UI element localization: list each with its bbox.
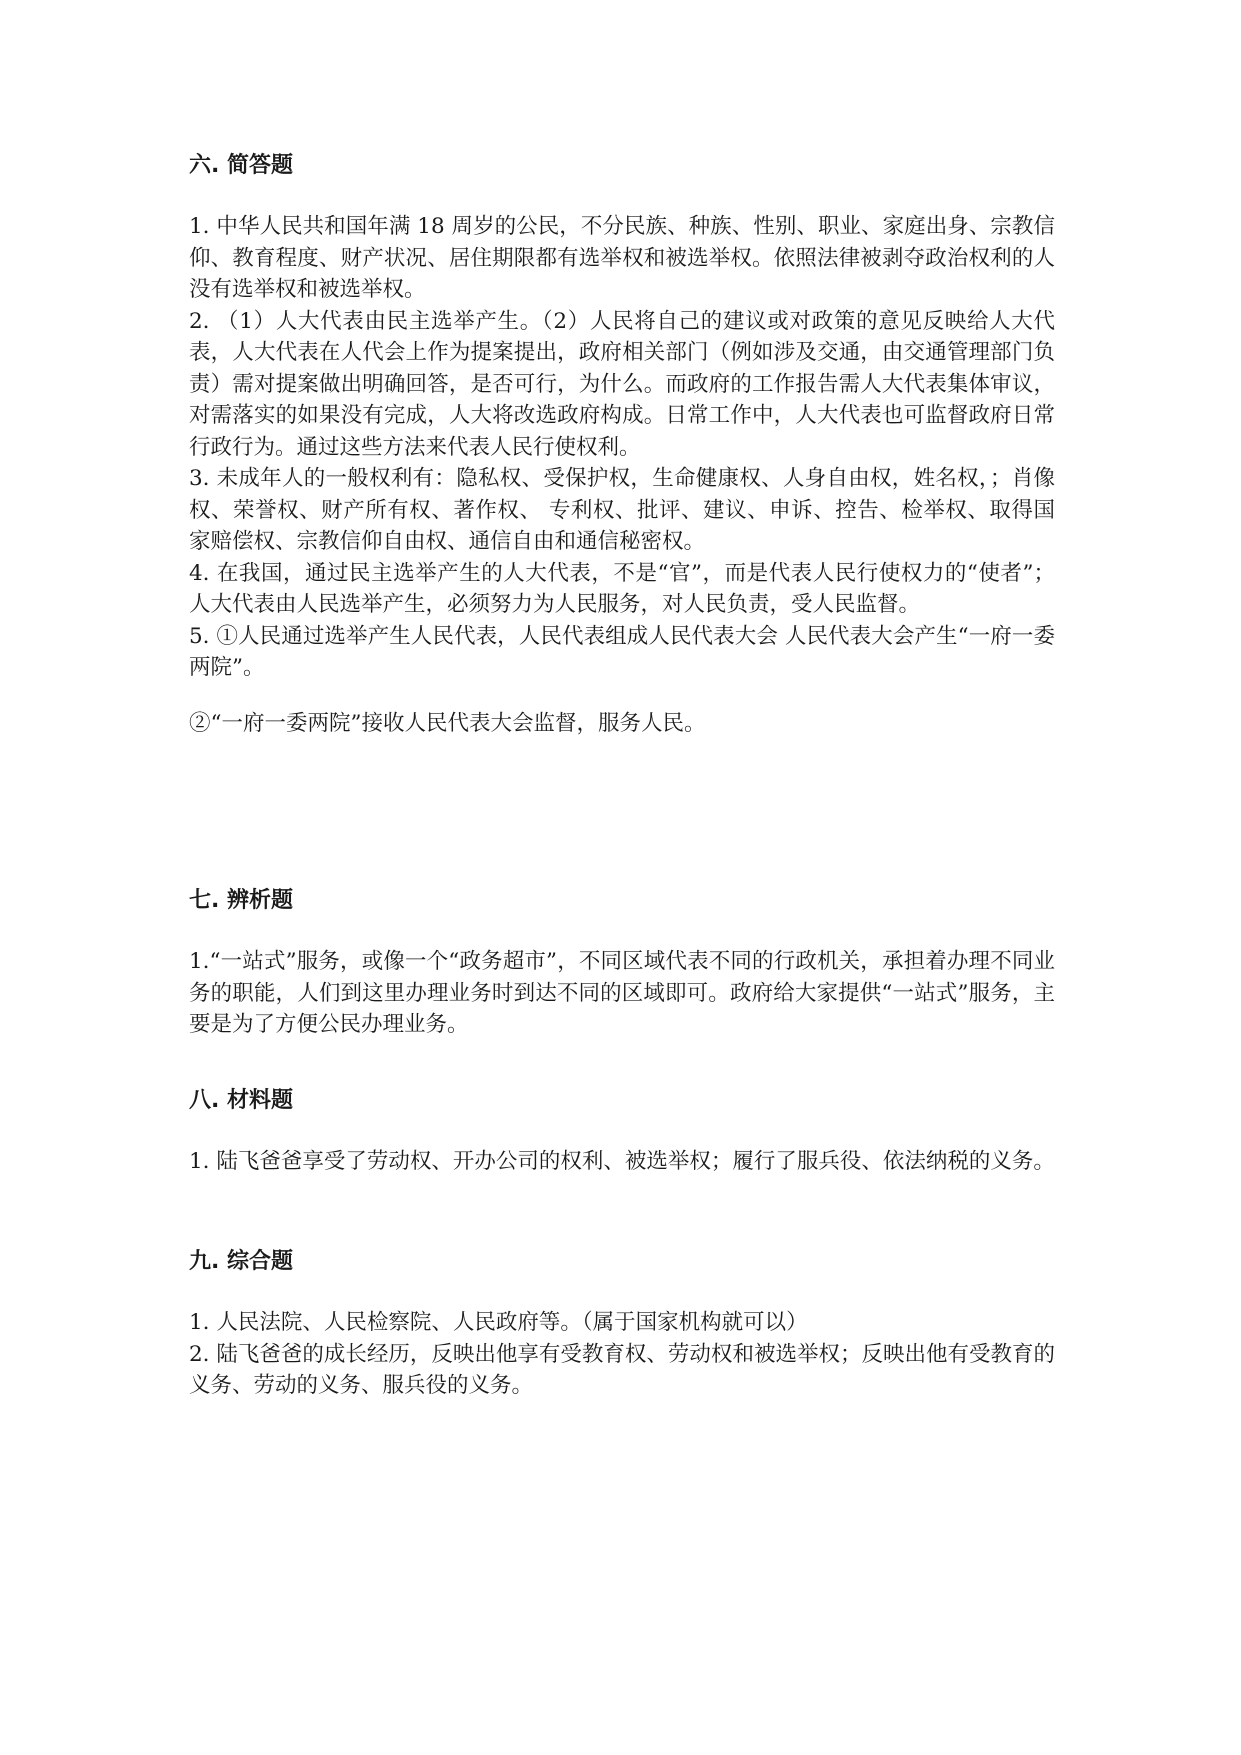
material-list: [189, 1146, 1055, 1178]
section-title-short-answer: 六. 简答题: [189, 153, 294, 178]
answer-item: 3. 未成年人的一般权利有：隐私权、受保护权，生命健康权、人身自由权，姓名权，；肖像权、荣誉权、财产所有权、著作权、 专利权、批评、建议、申诉、控告、检举权、取得国家赔偿权、宗教信仰自由权、通信自由和通信秘密权。: [189, 466, 1055, 554]
answer-item: 1. 中华人民共和国年满 18 周岁的公民，不分民族、种族、性别、职业、家庭出身、宗教信仰、教育程度、财产状况、居住期限都有选举权和被选举权。依照法律被剥夺政治权利的人没有选举权和被选举权。: [189, 214, 1055, 302]
answer-item: 1. 人民法院、人民检察院、人民政府等。（属于国家机构就可以）: [189, 1310, 808, 1335]
answer-item: 5. ①人民通过选举产生人民代表，人民代表组成人民代表大会 人民代表大会产生“一府一委两院”。: [189, 623, 1055, 680]
answer-item: 4. 在我国，通过民主选举产生的人大代表，不是“官”，而是代表人民行使权力的“使者”；人大代表由人民选举产生，必须努力为人民服务，对人民负责，受人民监督。: [189, 560, 1055, 617]
answer-item: 1. 陆飞爸爸享受了劳动权、开办公司的权利、被选举权；履行了服兵役、依法纳税的义务。: [189, 1149, 1055, 1174]
answer-item: 2. （1）人大代表由民主选举产生。（2）人民将自己的建议或对政策的意见反映给人大代表，人大代表在人代会上作为提案提出，政府相关部门（例如涉及交通，由交通管理部门负责）需对提案做出明确回答，是否可行，为什么。而政府的工作报告需人大代表集体审议，对需落实的如果没有完成，人大将改选政府构成。日常工作中，人大代表也可监督政府日常行政行为。通过这些方法来代表人民行使权利。: [189, 308, 1055, 460]
answer-item: ②“一府一委两院”接收人民代表大会监督，服务人民。: [189, 710, 706, 736]
analysis-list: [189, 946, 1055, 1041]
section-title-comprehensive: 九. 综合题: [189, 1249, 294, 1274]
section-title-analysis: 七. 辨析题: [189, 888, 294, 913]
answer-item: 1.“一站式”服务，或像一个“政务超市”，不同区域代表不同的行政机关，承担着办理不同业务的职能，人们到这里办理业务时到达不同的区域即可。政府给大家提供“一站式”服务，主要是为了方便公民办理业务。: [189, 949, 1055, 1037]
comprehensive-list: [189, 1307, 1055, 1402]
answer-item: 2. 陆飞爸爸的成长经历，反映出他享有受教育权、劳动权和被选举权；反映出他有受教育的义务、劳动的义务、服兵役的义务。: [189, 1341, 1055, 1398]
section-title-material: 八. 材料题: [189, 1088, 294, 1113]
short-answer-list: [189, 211, 1055, 739]
